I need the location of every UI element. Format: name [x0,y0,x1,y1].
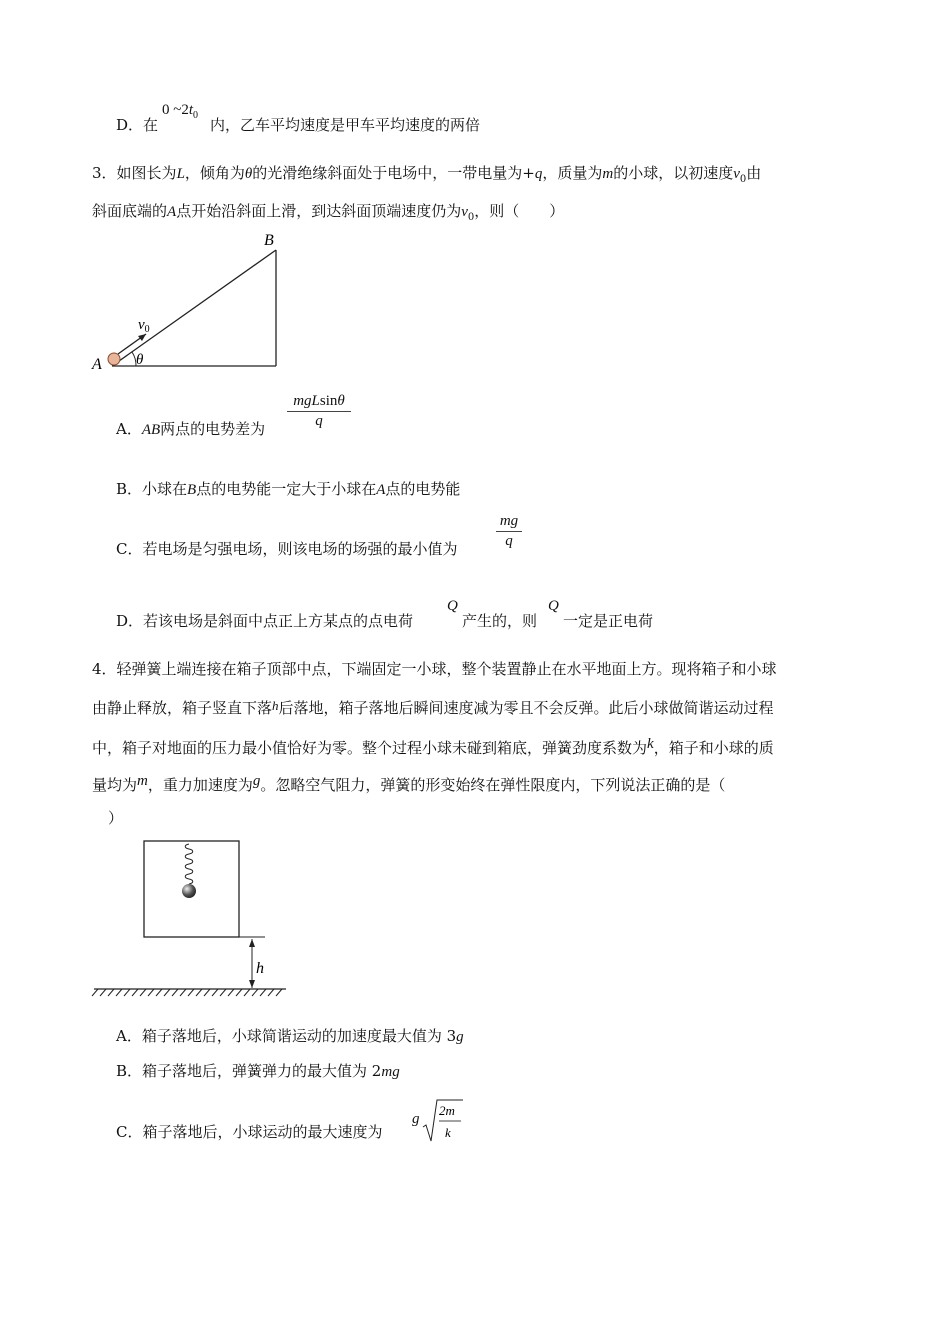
charge-Q: Q [548,598,559,614]
ground-hatch-line [276,989,282,996]
question-4-line1: 4．轻弹簧上端连接在箱子顶部中点，下端固定一小球，整个装置静止在水平地面上方。现将箱子和小球 [92,660,777,678]
ground-hatch-line [220,989,226,996]
sqrt-numerator: 2m [439,1103,455,1118]
label-v0: $v_0$ [138,317,150,335]
question-4-line5: ） [108,809,124,827]
ground-hatch-line [172,989,178,996]
ground-hatch-line [124,989,130,996]
ground-hatch-line [228,989,234,996]
q4-option-c: C．箱子落地后，小球运动的最大速度为 [116,1123,383,1141]
g-symbol: g [412,1111,420,1127]
q2-option-d [116,118,158,133]
ground-hatch-line [180,989,186,996]
sqrt-denominator: k [445,1125,451,1140]
ground-hatch-line [132,989,138,996]
q3-option-d: D．若该电场是斜面中点正上方某点的点电荷 [116,612,414,630]
option-label: B． [116,1062,143,1080]
option-label: A． [116,420,142,438]
question-3-line2: 斜面底端的A点开始沿斜面上滑，到达斜面顶端速度仍为$v_0$，则（ ） [92,202,565,223]
question-4-line3: 中，箱子对地面的压力最小值恰好为零。整个过程小球未碰到箱底，弹簧劲度系数为k，箱子和小球的质 [92,736,774,757]
q3-option-c: C．若电场是匀强电场，则该电场的场强的最小值为 [116,540,458,558]
ground-hatch-line [148,989,154,996]
label-A: A [92,356,102,373]
q3-option-a: A．AB两点的电势差为 [116,420,266,438]
q4-option-b: B．箱子落地后，弹簧弹力的最大值为 2mg [116,1062,400,1080]
option-text: 内，乙车平均速度是甲车平均速度的两倍 [210,116,481,134]
ground-hatch-line [196,989,202,996]
ground-hatch-line [164,989,170,996]
question-4-line4: 量均为m，重力加速度为g。忽略空气阻力，弹簧的形变始终在弹性限度内，下列说法正确的是（ [92,773,726,794]
ground-hatch-line [260,989,266,996]
ground-hatch-line [252,989,258,996]
fraction-mgLsin-theta-over-q: mgLsinθ q [287,394,351,429]
q3-option-b: B．小球在B点的电势能一定大于小球在A点的电势能 [116,480,461,498]
fraction-mg-over-q: mg q [496,514,522,549]
option-label: D． [116,612,144,630]
ground-hatch-line [116,989,122,996]
charge-Q: Q [447,598,458,614]
sqrt-expression [421,1097,465,1147]
ground-hatch-line [244,989,250,996]
label-theta: θ [136,352,144,368]
option-text: 在 [143,116,159,134]
ground-hatch-line [268,989,274,996]
q4-option-a: A．箱子落地后，小球简谐运动的加速度最大值为 3g [116,1027,464,1045]
option-label: D． [116,116,144,134]
ground-hatch-line [108,989,114,996]
incline-figure [88,228,288,378]
ground-hatch-line [92,989,98,996]
option-label: A． [116,1027,142,1045]
ground-hatch-line [212,989,218,996]
ground-hatch-line [156,989,162,996]
question-number: 3． [92,164,117,182]
option-label: C． [116,1123,143,1141]
option-text: 产生的，则 [462,612,538,630]
label-h: h [256,960,264,977]
option-text: 一定是正电荷 [563,612,654,630]
ground-hatch-line [140,989,146,996]
label-B: B [264,232,274,249]
ground-hatch-line [236,989,242,996]
ground-hatch-line [188,989,194,996]
ground-hatch-line [204,989,210,996]
question-3-line1: 3．如图长为L，倾角为θ的光滑绝缘斜面处于电场中，一带电量为+q，质量为m的小球，以初速度$v_0$由 [92,164,762,185]
ground-hatch-line [100,989,106,996]
time-range: 0 $\sim 2t_0$ [162,102,199,121]
question-number: 4． [92,660,117,678]
box-spring-figure [90,838,290,998]
option-label: B． [116,480,143,498]
option-label: C． [116,540,143,558]
question-4-line2: 由静止释放，箱子竖直下落h后落地，箱子落地后瞬间速度减为零且不会反弹。此后小球做简谐运动过程 [92,698,774,717]
